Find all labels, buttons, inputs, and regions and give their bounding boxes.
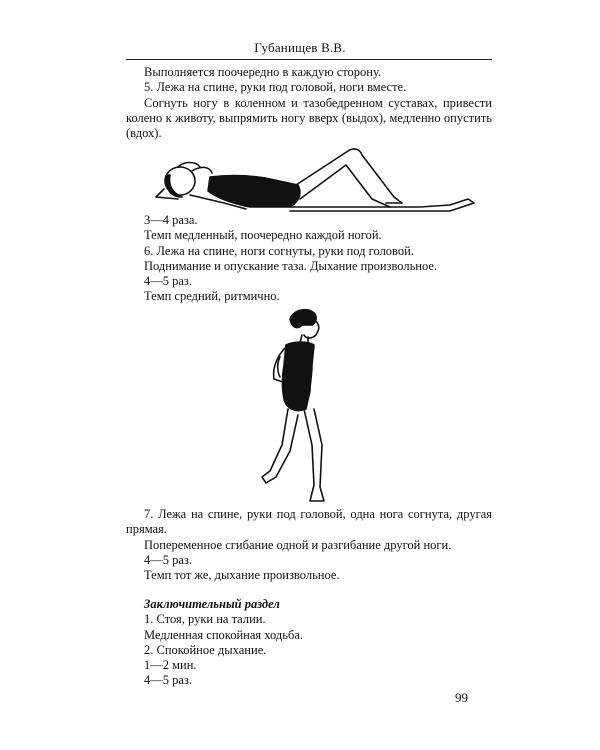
exercise-5-heading: 5. Лежа на спине, руки под головой, ноги вместе. [144,80,407,95]
walking-exercise-illustration [252,305,342,510]
repetitions: 4—5 раз. [144,552,192,567]
final-line: 1—2 мин. [144,658,197,673]
header-rule [126,59,492,60]
exercise-6-heading: 6. Лежа на спине, ноги согнуты, руки под головой. [144,243,414,258]
exercise-7-heading: 7. Лежа на спине, руки под головой, одна нога согнута, другая прямая. [126,507,492,537]
final-line: Медленная спокойная ходьба. [144,627,304,642]
text-block-2 [126,213,492,305]
final-line: 1. Стоя, руки на талии. [144,612,266,627]
text-block-3 [126,507,492,583]
repetitions: 4—5 раз. [144,274,192,289]
repetitions: 3—4 раза. [144,213,198,227]
lying-exercise-illustration [150,137,480,213]
tempo: Темп медленный, поочередно каждой ногой. [144,228,382,243]
running-header: Губанищев В.В. [254,40,346,55]
exercise-5-description: Согнуть ногу в коленном и тазобедренном суставах, привести колено к животу, выпрямить ногу вверх (выдох), медленно опустить (вдох). [126,95,492,141]
final-section [126,597,492,689]
exercise-6-description: Поднимание и опускание таза. Дыхание произвольное. [144,258,438,273]
final-line: 2. Спокойное дыхание. [144,642,267,657]
paragraph: Выполняется поочередно в каждую сторону. [144,65,382,79]
final-line: 4—5 раз. [144,673,192,688]
tempo: Темп тот же, дыхание произвольное. [144,568,340,583]
page-number: 99 [455,690,468,705]
tempo: Темп средний, ритмично. [144,289,280,304]
exercise-7-description: Попеременное сгибание одной и разгибание другой ноги. [144,537,452,552]
text-block-1 [126,65,492,141]
section-title: Заключительный раздел [144,597,280,611]
